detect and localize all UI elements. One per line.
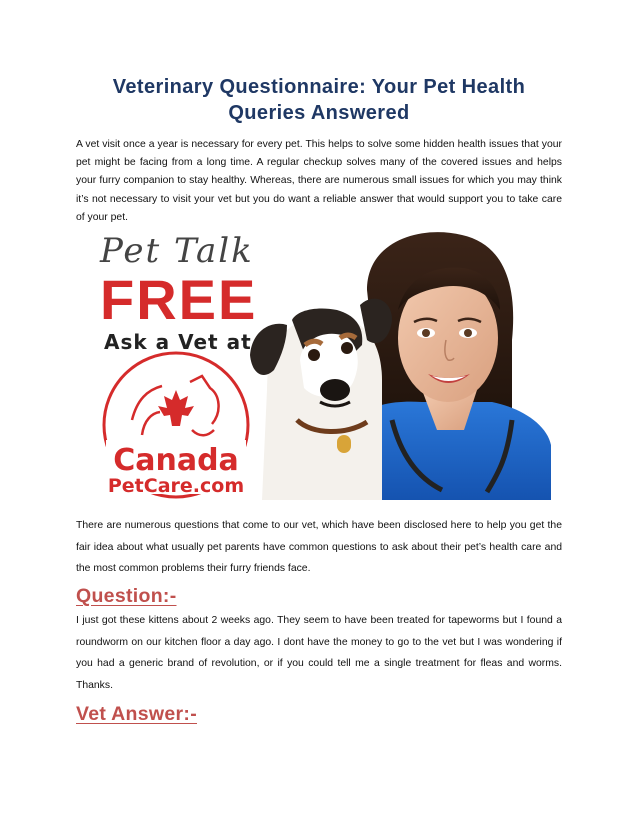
promo-image [92, 230, 551, 500]
pet-talk-text: Pet Talk [100, 231, 254, 271]
maple-leaf-icon [158, 390, 194, 426]
dog-photo [250, 299, 392, 500]
vet-answer-heading: Vet Answer:- [76, 703, 197, 725]
free-headline: FREE [100, 268, 258, 331]
page-title: Veterinary Questionnaire: Your Pet Health Queries Answered [112, 76, 526, 124]
intro-paragraph: A vet visit once a year is necessary for every pet. This helps to solve some hidden health issues that your pet might be facing from a long time. A regular checkup solves many of the covered issues and helps your furry companion to stay healthy. Whereas, there are numerous small issues for which you may think it’s not necessary to visit your vet but you do want a reliable answer that would support you to take care of your pet. [76, 139, 562, 223]
brand-petcare-text: PetCare.com [107, 475, 245, 497]
intro-followup-paragraph: There are numerous questions that come to our vet, which have been disclosed here to help you get the fair idea about what usually pet parents have common questions to ask about their pet’s health care and the most common problems their furry friends face. [76, 520, 562, 574]
question-paragraph: I just got these kittens about 2 weeks ago. They seem to have been treated for tapeworms but I found a roundworm on our kitchen floor a day ago. I dont have the money to go to the vet but I was wondering if you had a generic brand of revolution, or if you could tell me a single treatment for fleas and worms. Thanks. [76, 615, 562, 691]
brand-canada-text: Canada [113, 443, 239, 478]
question-heading: Question:- [76, 585, 177, 607]
ask-a-vet-text: Ask a Vet at [104, 330, 252, 354]
canada-petcare-logo [104, 353, 248, 497]
